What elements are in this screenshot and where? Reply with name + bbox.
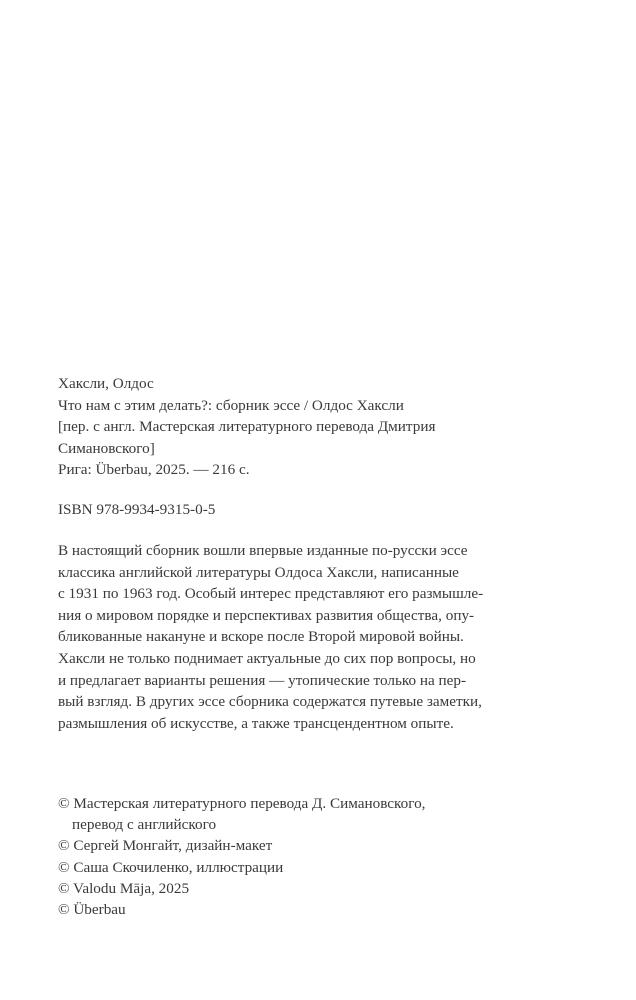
copyright-line-translation: © Мастерская литературного перевода Д. Симановского, <box>58 795 426 812</box>
annotation-line: размышления об искусстве, а также трансцендентном опыте. <box>58 714 454 732</box>
annotation-line: бликованные накануне и вскоре после Второй мировой войны. <box>58 628 464 646</box>
copyright-line-design: © Сергей Монгайт, дизайн-макет <box>58 837 273 855</box>
annotation-line: В настоящий сборник вошли впервые изданные по-русски эссе <box>58 542 468 559</box>
translation-line-continued: Симановского] <box>58 439 155 457</box>
copyright-notices <box>58 793 578 920</box>
imprint-line: Рига: Überbau, 2025. — 216 с. <box>58 461 250 478</box>
bibliographic-record <box>58 373 578 481</box>
annotation-line: классика английской литературы Олдоса Хаксли, написанные <box>58 563 459 581</box>
isbn-block <box>58 499 578 521</box>
translation-line: [пер. с англ. Мастерская литературного перевода Дмитрия <box>58 418 436 435</box>
copyright-line-valodu-maja: © Valodu Māja, 2025 <box>58 879 190 897</box>
annotation-line: ния о мировом порядке и перспективах развития общества, опу- <box>58 606 475 624</box>
annotation-line: и предлагает варианты решения — утопические только на пер- <box>58 671 467 689</box>
copyright-line-illustrations: © Саша Скочиленко, иллюстрации <box>58 858 284 876</box>
annotation-paragraph <box>58 540 578 734</box>
title-line: Что нам с этим делать?: сборник эссе / Олдос Хаксли <box>58 396 404 414</box>
isbn-number: ISBN 978-9934-9315-0-5 <box>58 501 216 518</box>
author-line: Хаксли, Олдос <box>58 375 154 392</box>
copyright-line-publisher: © Überbau <box>58 900 126 918</box>
annotation-line: с 1931 по 1963 год. Особый интерес представляют его размышле- <box>58 585 484 603</box>
annotation-line: вый взгляд. В других эссе сборника содержатся путевые заметки, <box>58 693 482 711</box>
copyright-line-translation-continued: перевод с английского <box>72 816 217 834</box>
annotation-line: Хаксли не только поднимает актуальные до сих пор вопросы, но <box>58 649 476 667</box>
